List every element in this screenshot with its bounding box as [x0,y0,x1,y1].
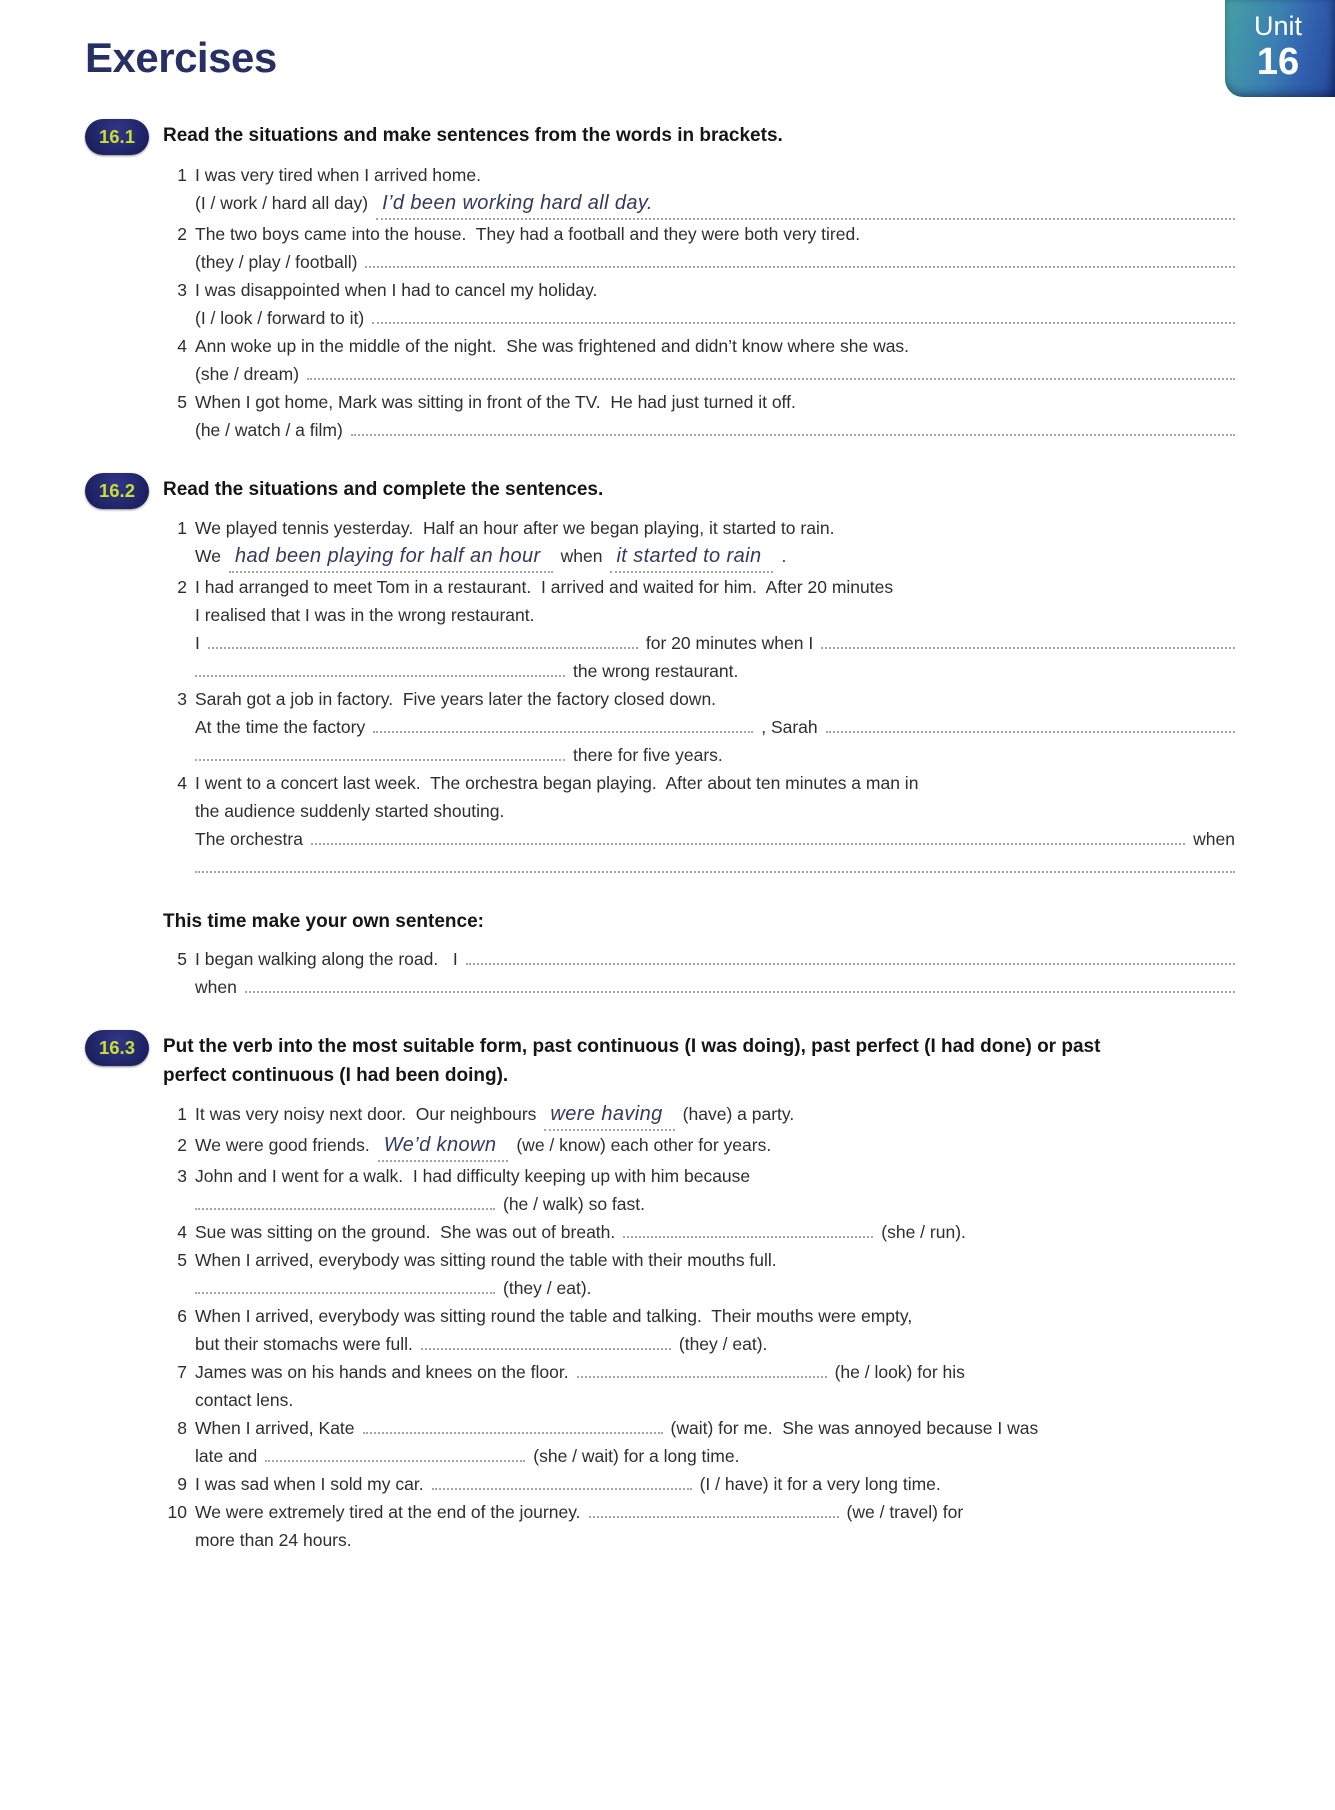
item-line [163,388,1235,416]
answer-blank [432,1484,692,1490]
section-title [163,1033,1103,1090]
handwritten-answer: We’d known [378,1131,509,1162]
item-line [163,1414,1235,1442]
item-number: 10 [167,1502,187,1522]
item-text: when [560,546,603,566]
item-text: I was sad when I sold my car. [195,1474,424,1494]
exercise-item [163,1302,1235,1358]
exercise-item [163,514,1235,573]
item-number: 2 [177,1135,187,1155]
exercise-item [163,1246,1235,1302]
item-line [163,304,1235,332]
section-body [163,472,1235,1002]
exercise-badge: 16.2 [85,473,149,509]
item-line [163,945,1235,973]
exercise-badge: 16.1 [85,119,149,155]
item-text: (she / wait) for a long time. [533,1446,740,1466]
section-title-text: ), past perfect ( [794,1036,931,1057]
exercise-item [163,1162,1235,1218]
item-text: I realised that I was in the wrong restaurant. [195,605,535,625]
item-text: late and [195,1446,258,1466]
items-list [163,161,1235,444]
answer-blank [363,1428,663,1434]
item-number: 9 [177,1474,187,1494]
item-line [163,276,1235,304]
item-text: when [195,977,237,997]
item-line [163,1162,1235,1190]
sections [85,118,1235,1554]
item-number: 2 [177,577,187,597]
section-title-text: Read the situations and make sentences from the words in brackets. [163,125,783,146]
answer-blank [195,1288,495,1294]
item-text: When I arrived, everybody was sitting round the table with their mouths full. [195,1250,777,1270]
item-number: 3 [177,279,187,300]
item-line [163,769,1235,797]
handwritten-answer: were having [544,1100,674,1131]
section-title [163,476,1103,505]
item-text: Ann woke up in the middle of the night. She was frightened and didn’t know where she was. [195,335,910,356]
item-text: (wait) for me. She was annoyed because I was [670,1418,1039,1438]
item-line [163,1274,1235,1302]
item-line [163,629,1235,657]
item-line [163,867,1235,895]
answer-blank [373,727,753,733]
item-line [163,1100,1235,1131]
item-line [163,657,1235,685]
answer-blank [265,1456,525,1462]
exercise-item [163,685,1235,769]
item-line [163,189,1235,220]
exercise-section [85,1029,1235,1554]
unit-tab [1225,0,1335,97]
item-text: (I / look / forward to it) [195,307,365,328]
item-text: We were good friends. [195,1135,370,1155]
answer-blank [195,1204,495,1210]
item-text: . [781,546,787,566]
exercise-section [85,472,1235,1002]
section-title [163,122,1103,151]
item-line [163,797,1235,825]
item-number: 7 [177,1362,187,1382]
exercise-item [163,161,1235,220]
exercise-item [163,1498,1235,1554]
item-text: When I arrived, everybody was sitting round the table and talking. Their mouths were empty, [195,1306,913,1326]
item-number: 5 [177,1250,187,1270]
item-line [163,416,1235,444]
exercise-item [163,388,1235,444]
item-line [163,685,1235,713]
answer-blank [195,671,565,677]
answer-blank [577,1372,827,1378]
exercise-item [163,945,1235,1001]
item-number: 2 [177,223,187,244]
item-line [163,601,1235,629]
answer-blank [311,839,1185,845]
item-text: but their stomachs were full. [195,1334,413,1354]
item-line [163,973,1235,1001]
exercise-item [163,1131,1235,1162]
exercise-item [163,332,1235,388]
item-text: (she / run). [881,1222,966,1242]
answer-blank [365,262,1235,268]
item-text: (have) a party. [682,1104,795,1124]
item-line [163,1218,1235,1246]
items-list [163,1100,1235,1554]
section-note: This time make your own sentence: [163,911,484,932]
item-text: (he / look) for his [834,1362,965,1382]
item-text: (they / eat). [678,1334,768,1354]
item-text: I began walking along the road. I [195,949,458,969]
item-number: 4 [177,773,187,793]
exercise-item [163,1470,1235,1498]
section-title-text: I had been doing [345,1064,497,1086]
exercise-item [163,1358,1235,1414]
unit-label: Unit [1253,11,1302,42]
answer-blank [821,643,1235,649]
item-text: (we / know) each other for years. [516,1135,772,1155]
item-text: John and I went for a walk. I had difficulty keeping up with him because [195,1166,751,1186]
item-text: the audience suddenly started shouting. [195,801,505,821]
answer-blank [589,1512,839,1518]
item-line [163,1470,1235,1498]
item-line [163,1190,1235,1218]
item-text: James was on his hands and knees on the floor. [195,1362,569,1382]
handwritten-answer: had been playing for half an hour [229,542,553,573]
answer-blank [466,959,1235,965]
item-text: for 20 minutes when I [645,633,814,653]
item-line [163,161,1235,189]
item-text: (she / dream) [195,363,300,384]
exercise-item [163,1100,1235,1131]
exercise-item [163,1218,1235,1246]
exercise-item [163,769,1235,895]
answer-blank [372,318,1235,324]
item-number: 3 [177,689,187,709]
unit-number: 16 [1256,40,1300,83]
item-number: 6 [177,1306,187,1326]
section-title-text: ) or past perfect continuous ( [163,1036,1101,1086]
section-title-text: I was doing [690,1036,795,1057]
answer-blank [826,727,1235,733]
item-text: (I / have) it for a very long time. [699,1474,941,1494]
item-number: 1 [177,1104,187,1124]
item-text: (they / play / football) [195,251,358,272]
item-line [163,713,1235,741]
item-line [163,542,1235,573]
item-line [163,248,1235,276]
section-body [163,1029,1235,1554]
answer-blank [208,643,638,649]
item-number: 3 [177,1166,187,1186]
item-text: I was disappointed when I had to cancel my holiday. [195,279,598,300]
section-title-text: Read the situations and complete the sentences. [163,478,604,500]
page-title: Exercises [85,34,277,81]
item-line [163,1302,1235,1330]
handwritten-answer: it started to rain [610,542,773,573]
item-line [163,1358,1235,1386]
item-text: At the time the factory [195,717,366,737]
item-text: When I got home, Mark was sitting in front of the TV. He had just turned it off. [195,391,796,412]
item-text: when [1193,829,1235,849]
exercise-badge: 16.3 [85,1030,149,1066]
answer-blank [307,374,1235,380]
item-text: more than 24 hours. [195,1530,352,1550]
item-number: 5 [177,949,187,969]
item-text: (they / eat). [503,1278,592,1298]
item-line [163,360,1235,388]
item-text: The orchestra [195,829,303,849]
section-title-text: Put the verb into the most suitable form, past continuous ( [163,1036,691,1057]
items-list [163,514,1235,1001]
item-number: 1 [177,518,187,538]
item-line [163,1246,1235,1274]
exercise-item [163,573,1235,685]
exercise-item [163,220,1235,276]
item-text: Sue was sitting on the ground. She was out of breath. [195,1222,616,1242]
item-text: (he / walk) so fast. [503,1194,645,1214]
item-number: 8 [177,1418,187,1438]
answer-blank [195,755,565,761]
answer-blank [421,1344,671,1350]
item-text: I [195,633,200,653]
item-text: We [195,546,221,566]
section-body [163,118,1235,444]
item-text: I had arranged to meet Tom in a restaurant. I arrived and waited for him. After 20 minutes [195,577,894,597]
item-text: I was very tired when I arrived home. [195,164,481,185]
exercise-section [85,118,1235,444]
item-number: 4 [177,1222,187,1242]
item-line [163,825,1235,853]
item-text: When I arrived, Kate [195,1418,355,1438]
answer-blank [351,430,1235,436]
item-text: there for five years. [573,745,723,765]
item-text: We were extremely tired at the end of the journey. [195,1502,581,1522]
section-title-text: I had done [930,1036,1026,1057]
item-line [163,573,1235,601]
exercise-item [163,276,1235,332]
item-line [163,220,1235,248]
answer-blank [245,987,1235,993]
item-line [163,1526,1235,1554]
exercise-item [163,1414,1235,1470]
item-text: , Sarah [761,717,818,737]
item-text: I went to a concert last week. The orchestra began playing. After about ten minutes a man in [195,773,919,793]
item-text: contact lens. [195,1390,294,1410]
item-line [163,1386,1235,1414]
item-line [163,514,1235,542]
item-line [163,741,1235,769]
item-text: (he / watch / a film) [195,419,343,440]
section-title-text: ). [496,1064,509,1086]
item-text: It was very noisy next door. Our neighbours [195,1104,537,1124]
item-text: We played tennis yesterday. Half an hour after we began playing, it started to rain. [195,518,835,538]
handwritten-answer: I’d been working hard all day. [376,189,1235,220]
item-line [163,1330,1235,1358]
item-text: the wrong restaurant. [573,661,739,681]
item-text: (I / work / hard all day) [195,192,369,213]
item-line [163,1131,1235,1162]
item-text: (we / travel) for [846,1502,964,1522]
item-number: 1 [177,164,187,185]
item-number: 4 [177,335,187,356]
answer-blank [195,867,1235,873]
item-line [163,1442,1235,1470]
answer-blank [623,1232,873,1238]
item-number: 5 [177,391,187,412]
item-text: Sarah got a job in factory. Five years later the factory closed down. [195,689,717,709]
item-line [163,332,1235,360]
item-line [163,1498,1235,1526]
item-text: The two boys came into the house. They had a football and they were both very tired. [195,223,861,244]
